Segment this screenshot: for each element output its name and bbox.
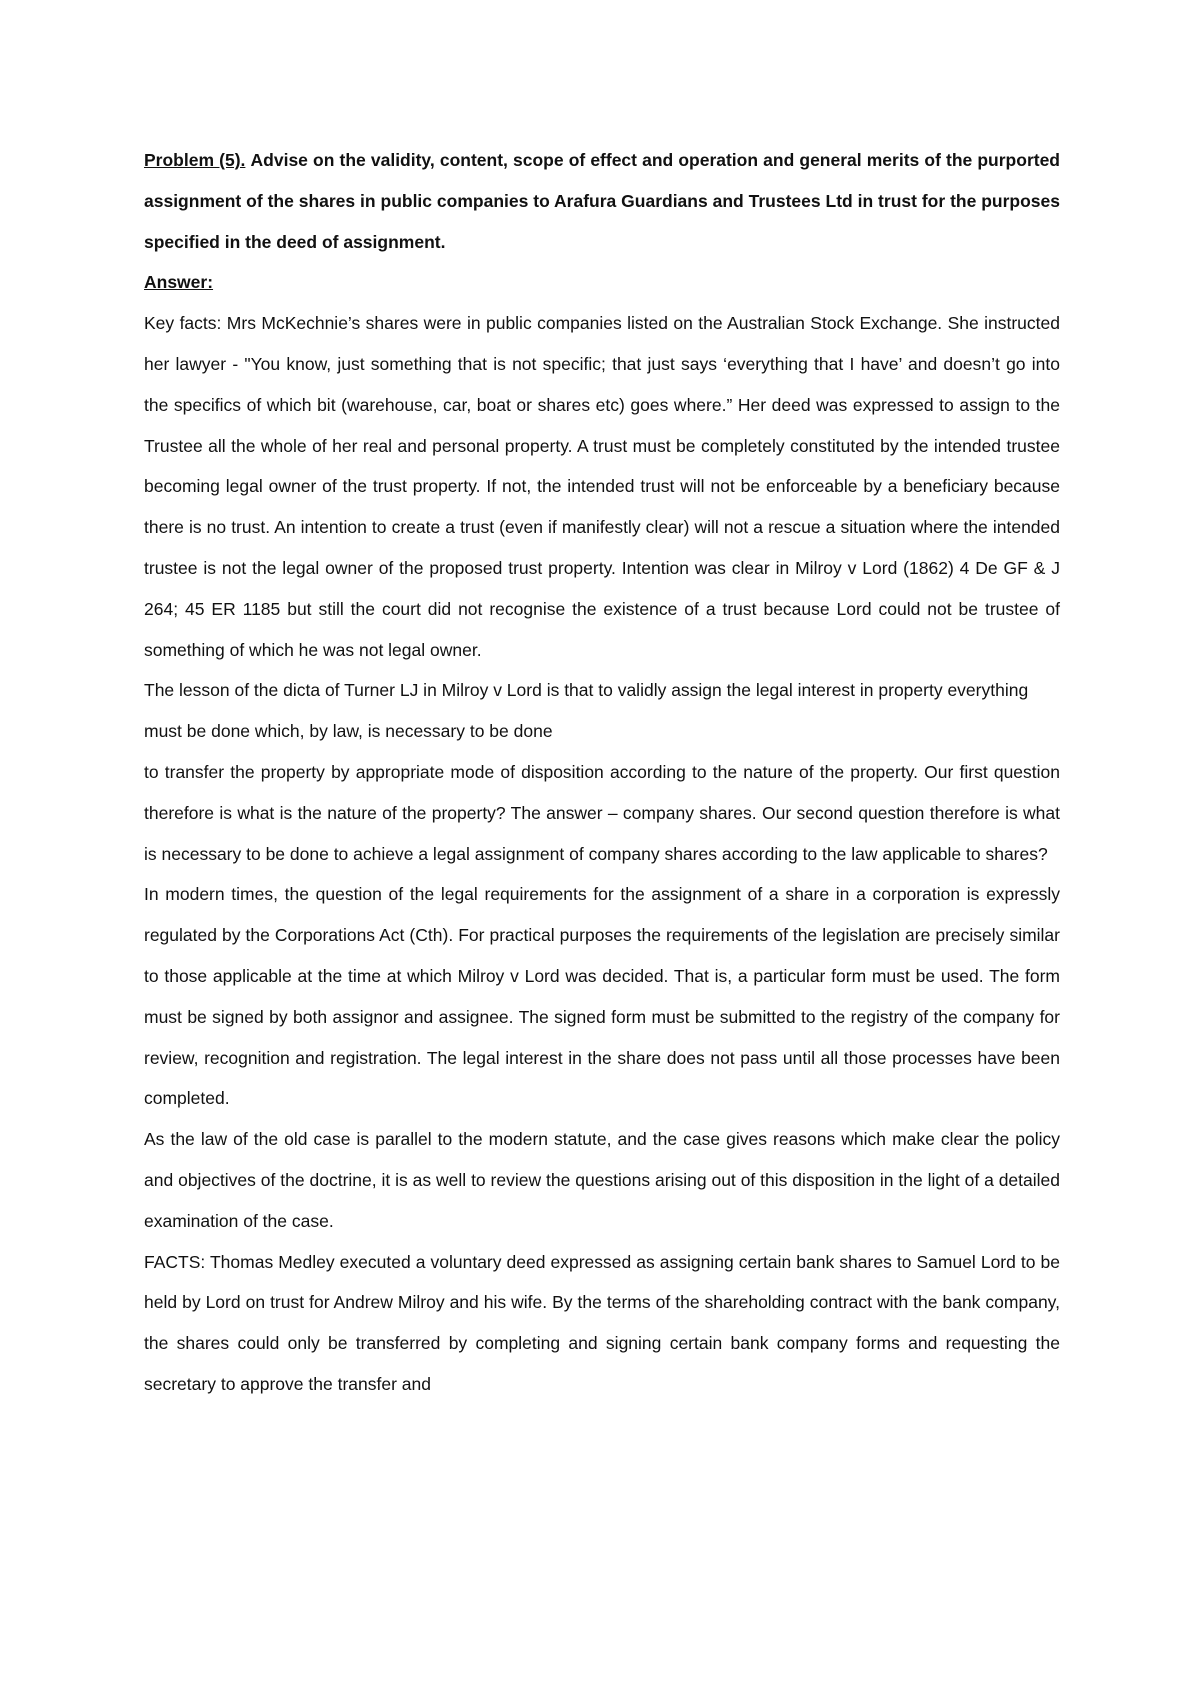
answer-heading: Answer: (144, 272, 214, 293)
paragraph-modern-times: In modern times, the question of the legal requirements for the assignment of a share in a corporation is expressly regulated by the Corporations Act (Cth). For practical purposes the requirements of the legislation are precisely similar to those applicable at the time at which Milroy v Lord was decided. That is, a particular form must be used. The form must be signed by both assignor and assignee. The signed form must be submitted to the registry of the company for review, recognition and registration. The legal interest in the share does not pass until all those processes have been completed. (144, 884, 1060, 1109)
problem-text: Advise on the validity, content, scope of effect and operation and general merits of the purported assignment of the shares in public companies to Arafura Guardians and Trustees Ltd in trust for the purposes specified in the deed of assignment. (144, 150, 1060, 252)
problem-label: Problem (5). (144, 150, 246, 170)
paragraph-key-facts: Key facts: Mrs McKechnie’s shares were in public companies listed on the Australian Stock Exchange. She instructed her lawyer - "You know, just something that is not specific; that just says ‘everything that I have’ and doesn’t go into the specifics of which bit (warehouse, car, boat or shares etc) goes where.” Her deed was expressed to assign to the Trustee all the whole of her real and personal property. A trust must be completely constituted by the intended trustee becoming legal owner of the trust property. If not, the intended trust will not be enforceable by a beneficiary because there is no trust. An intention to create a trust (even if manifestly clear) will not a rescue a situation where the intended trustee is not the legal owner of the proposed trust property. Intention was clear in Milroy v Lord (1862) 4 De GF & J 264; 45 ER 1185 but still the court did not recognise the existence of a trust because Lord could not be trustee of something of which he was not legal owner. (144, 313, 1060, 660)
document-page (144, 140, 1060, 1405)
paragraph-nature-of-property: to transfer the property by appropriate mode of disposition according to the nature of the property. Our first question therefore is what is the nature of the property? The answer – company shares. Our second question therefore is what is necessary to be done to achieve a legal assignment of company shares according to the law applicable to shares? (144, 761, 1060, 864)
paragraph-lesson: The lesson of the dicta of Turner LJ in Milroy v Lord is that to validly assign the legal interest in property everything must be done which, by law, is necessary to be done (144, 680, 1029, 742)
paragraph-facts: FACTS: Thomas Medley executed a voluntary deed expressed as assigning certain bank shares to Samuel Lord to be held by Lord on trust for Andrew Milroy and his wife. By the terms of the shareholding contract with the bank company, the shares could only be transferred by completing and signing certain bank company forms and requesting the secretary to approve the transfer and (144, 1251, 1060, 1394)
problem-statement (144, 140, 1060, 262)
paragraph-old-case: As the law of the old case is parallel to the modern statute, and the case gives reasons which make clear the policy and objectives of the doctrine, it is as well to review the questions arising out of this disposition in the light of a detailed examination of the case. (144, 1129, 1060, 1231)
